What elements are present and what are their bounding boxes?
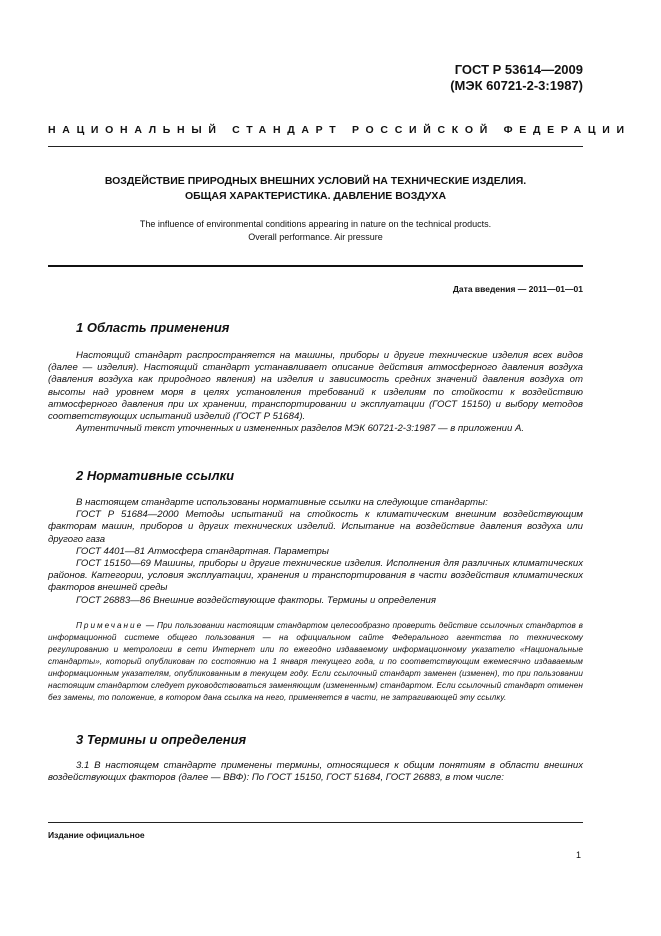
english-title: [48, 218, 583, 244]
gost-number: ГОСТ Р 53614—2009: [454, 62, 583, 77]
national-standard-banner: НАЦИОНАЛЬНЫЙ СТАНДАРТ РОССИЙСКОЙ ФЕДЕРАЦИИ: [48, 124, 631, 136]
note-text: — При пользовании настоящим стандартом целесообразно проверить действие ссылочных стандартов в информационной системе общего пользования — на официальном сайте Федерального агентства по техническому регулированию и метрологии в сети Интернет или по ежегодно издаваемому информационному указателю «Национальные стандарты», который опубликован по состоянию на 1 января текущего года, и по соответствующим ежемесячно издаваемым информационным указателям, опубликованным в текущем году. Если ссылочный стандарт заменен (изменен), то при пользовании настоящим стандартом следует руководствоваться заменяющим (измененным) стандартом. Если ссылочный стандарт отменен без замены, то положение, в котором дана ссылка на него, применяется в части, не затрагивающей эту ссылку.: [48, 621, 583, 702]
section-2-heading: 2 Нормативные ссылки: [76, 468, 235, 483]
iec-number: (МЭК 60721-2-3:1987): [450, 78, 583, 93]
reference-item: ГОСТ 26883—86 Внешние воздействующие факторы. Термины и определения: [76, 594, 436, 606]
footer-divider: [48, 822, 583, 823]
reference-item: ГОСТ 15150—69 Машины, приборы и другие технические изделия. Исполнения для различных климатических районов. Категории, условия эксплуатации, хранения и транспортирования в части воздействия климатических факторов внешней среды: [48, 558, 583, 594]
title-line-2: ОБЩАЯ ХАРАКТЕРИСТИКА. ДАВЛЕНИЕ ВОЗДУХА: [184, 190, 447, 202]
section-1-heading: 1 Область применения: [76, 320, 230, 335]
page-number: 1: [575, 850, 581, 860]
reference-item: ГОСТ 4401—81 Атмосфера стандартная. Параметры: [76, 545, 329, 557]
title-divider: [48, 265, 583, 267]
section-3-body: [48, 760, 583, 784]
effective-date: Дата введения — 2011—01—01: [452, 284, 583, 294]
section-1-paragraph-1: Настоящий стандарт распространяется на машины, приборы и другие технические изделия всех видов (далее — изделия). Настоящий стандарт устанавливает описание действия атмосферного давления воздуха (давления воздуха как природного явления) на изделия и зависимость средних значений давления воздуха от высоты над уровнем моря в целях установления требований к изделиям по стойкости к воздействию атмосферного давления при их хранении, транспортировании и эксплуатации (ГОСТ 15150) и выбору методов соответствующих испытаний изделий (ГОСТ Р 51684).: [48, 350, 583, 423]
reference-item: ГОСТ Р 51684—2000 Методы испытаний на стойкость к климатическим внешним воздействующим факторам машин, приборов и других технических изделий. Испытание на воздействие давления воздуха или другого газа: [48, 509, 583, 545]
section-1-body: [48, 350, 583, 435]
standard-number-block: [450, 62, 583, 94]
header-divider: [48, 146, 583, 147]
english-title-line-2: Overall performance. Air pressure: [248, 232, 383, 242]
section-1-paragraph-2: Аутентичный текст уточненных и измененных разделов МЭК 60721-2-3:1987 — в приложении А.: [76, 423, 525, 435]
section-3-paragraph-1: 3.1 В настоящем стандарте применены термины, относящиеся к общим понятиям в области внешних воздействующих факторов (далее — ВВФ): По ГОСТ 15150, ГОСТ 51684, ГОСТ 26883, в том числе:: [48, 760, 583, 784]
document-title: [48, 174, 583, 204]
section-2-intro: В настоящем стандарте использованы нормативные ссылки на следующие стандарты:: [76, 497, 488, 508]
english-title-line-1: The influence of environmental conditions appearing in nature on the technical products.: [139, 219, 492, 229]
note-label: Примечание: [76, 621, 144, 630]
section-2-body: [48, 497, 583, 607]
edition-label: Издание официальное: [48, 830, 145, 840]
title-line-1: ВОЗДЕЙСТВИЕ ПРИРОДНЫХ ВНЕШНИХ УСЛОВИЙ НА ТЕХНИЧЕСКИЕ ИЗДЕЛИЯ.: [104, 175, 527, 187]
normative-note: [48, 620, 583, 704]
section-3-heading: 3 Термины и определения: [76, 732, 247, 747]
